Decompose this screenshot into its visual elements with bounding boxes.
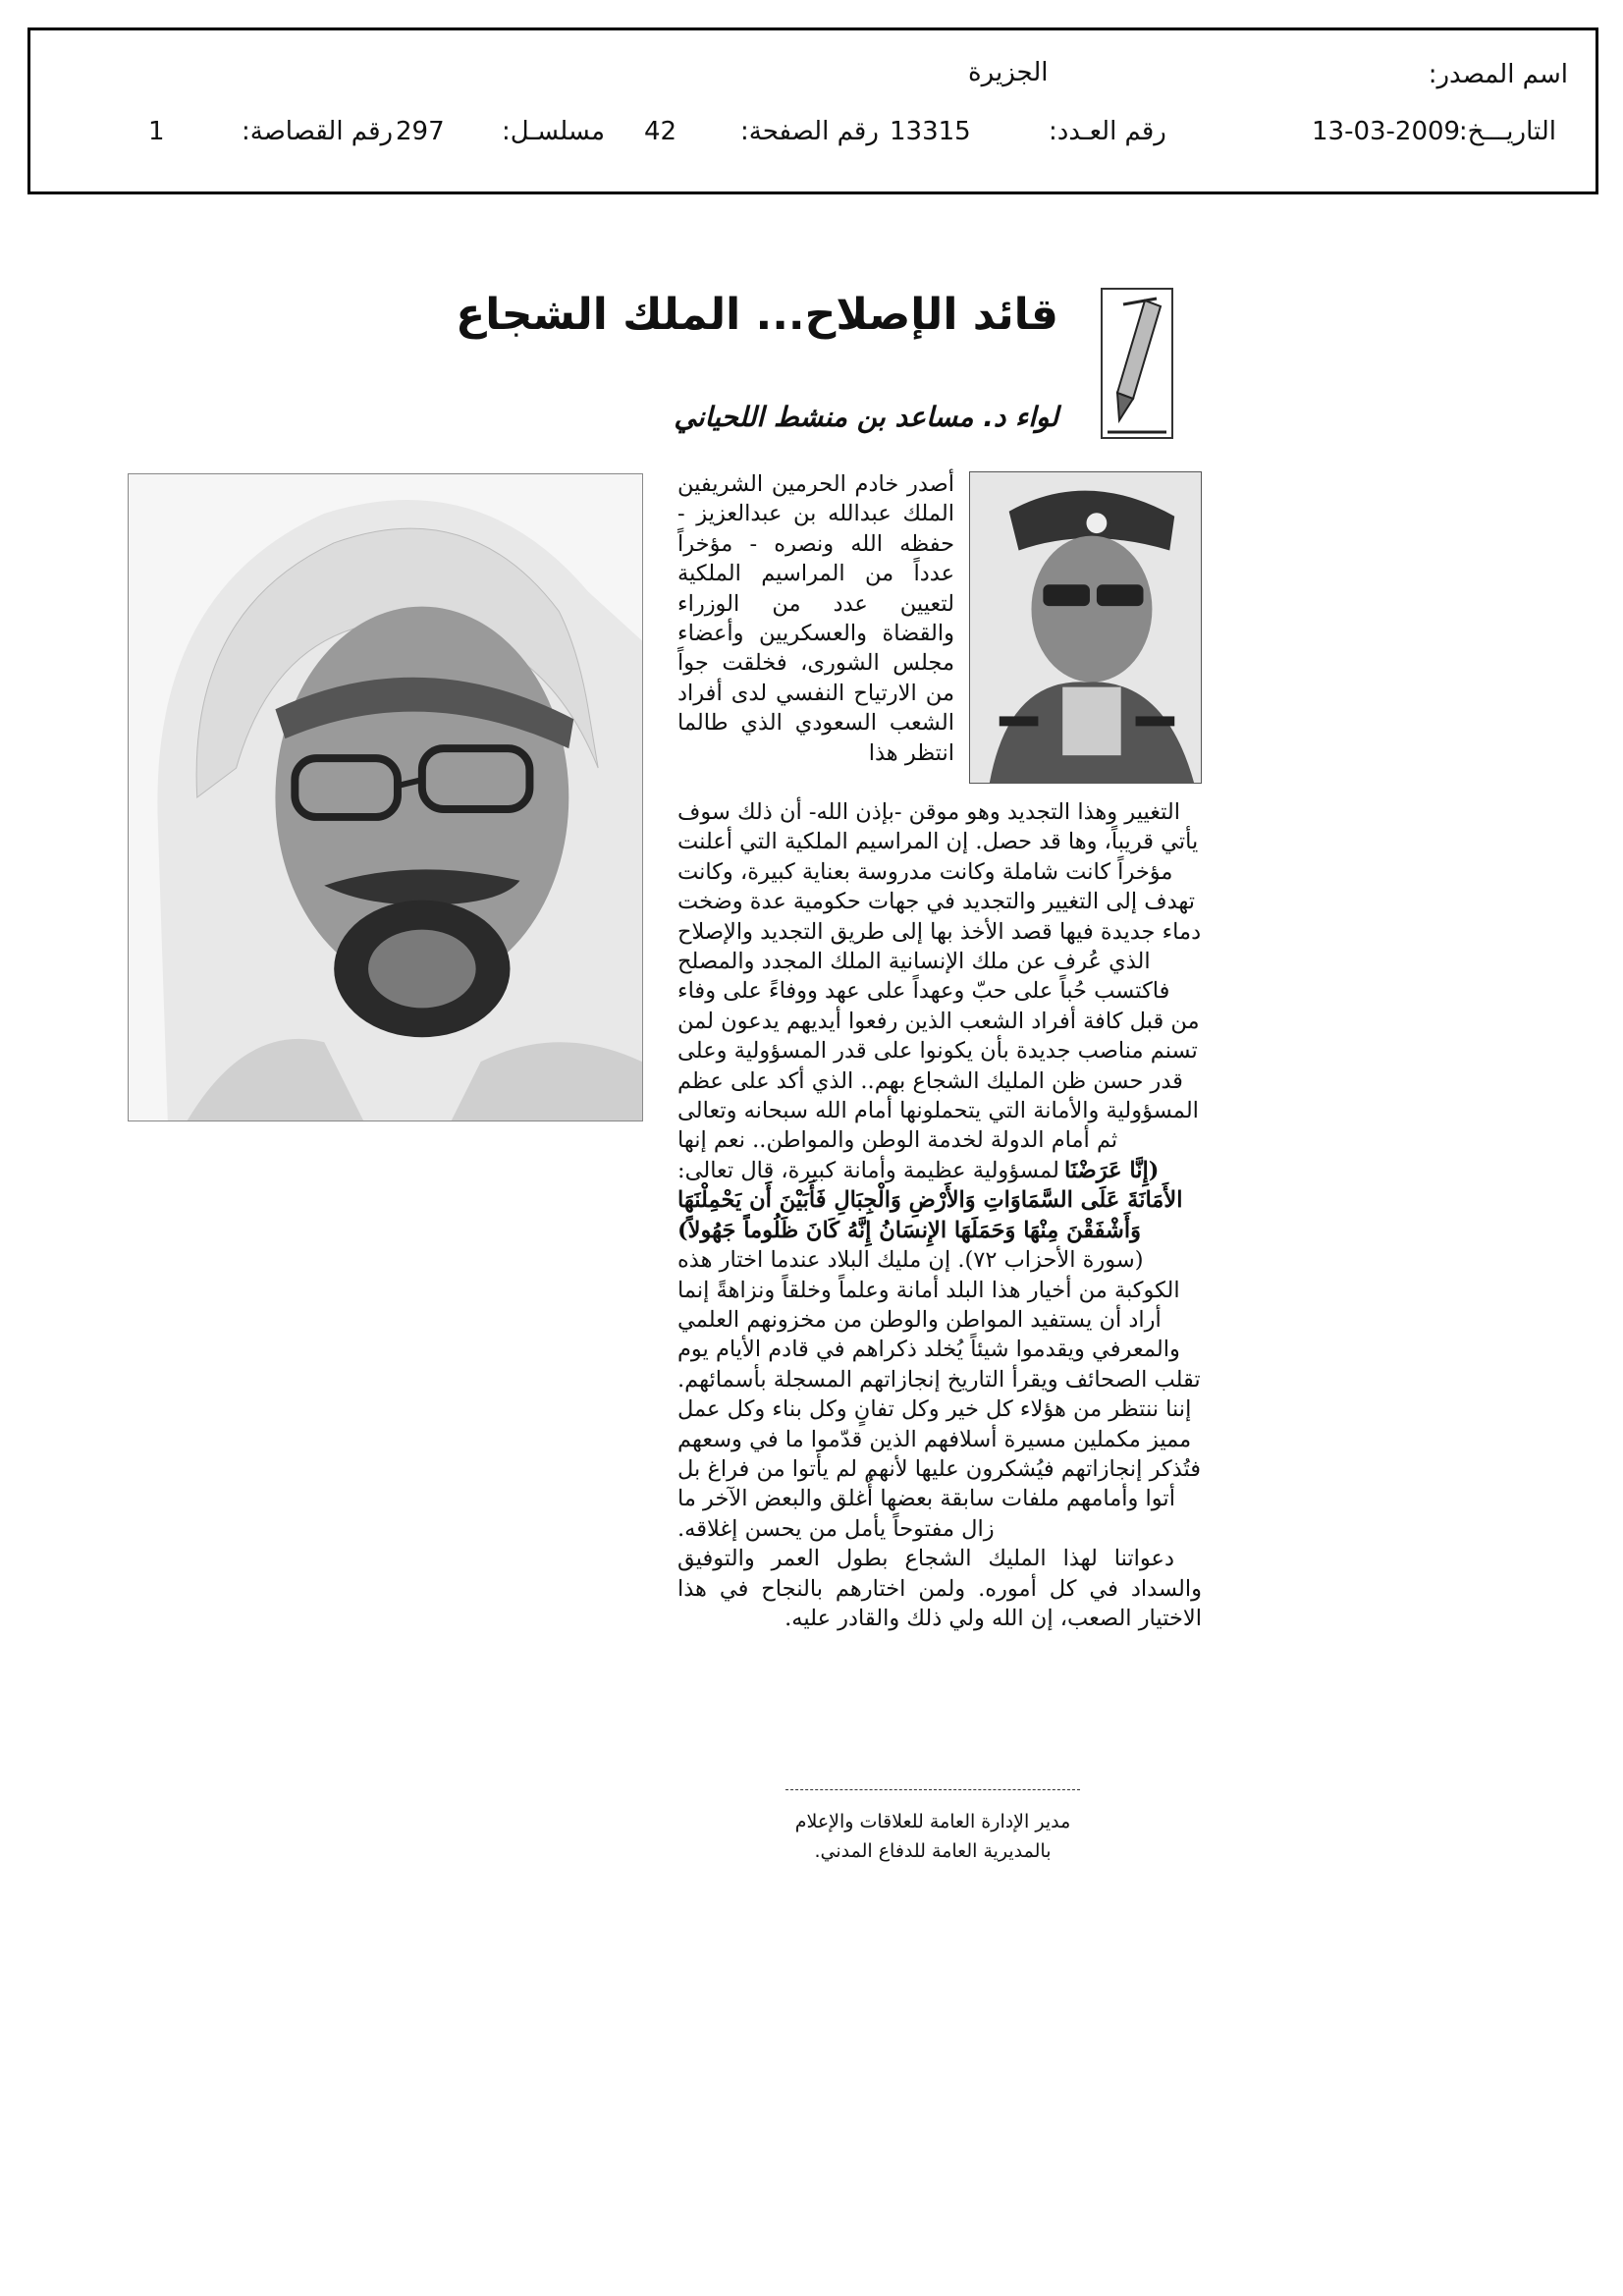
article-paragraph-intro: أصدر خادم الحرمين الشريفين الملك عبدالله بن عبدالعزيز - حفظه الله ونصره - مؤخراً عدداً من المراسيم الملكية لتعيين عدد من الوزراء والقضاة والعسكريين وأعضاء مجلس الشورى، فخلقت جواً من الارتياح النفسي لدى أفراد الشعب السعودي الذي طالما انتظر هذا [677,471,954,766]
issue-value: 13315 [890,117,971,146]
clip-label: رقم القصاصة: [242,117,394,146]
article-body [677,797,1202,1633]
serial-value: 297 [396,117,445,146]
quran-verse: (إِنَّا عَرَضْنَا الأَمَانَةَ عَلَى السَّمَاوَاتِ وَالأَرْضِ وَالْجِبَالِ فَأَبَيْنَ أَن يَحْمِلْنَهَا وَأَشْفَقْنَ مِنْهَا وَحَمَلَهَا الإِنسَانُ إِنَّهُ كَانَ ظَلُوماً جَهُولاً) [677,1157,1183,1243]
date-value: 13-03-2009 [1312,117,1461,146]
article-author: لواء د. مساعد بن منشط اللحياني [674,401,1058,433]
source-value: الجزيرة [968,58,1049,87]
author-photo [969,471,1202,784]
affiliation-line-1: مدير الإدارة العامة للعلاقات والإعلام [794,1811,1071,1832]
page-value: 42 [644,117,677,146]
article-paragraph-continued: (سورة الأحزاب ٧٢). إن مليك البلاد عندما اختار هذه الكوكبة من أخيار هذا البلد أمانة وعلماً وخلقاً ونزاهةً إنما أراد أن يستفيد المواطن والوطن من مخزونهم العلمي والمعرفي ويقدموا شيئاً يُخلد ذكراهم في قادم الأيام يوم تقلب الصحائف ويقرأ التاريخ إنجازاتهم المسجلة بأسمائهم. إننا ننتظر من هؤلاء كل خير وكل تفانٍ وكل بناء وكل عمل مميز مكملين مسيرة أسلافهم الذين قدّموا ما في وسعهم فتُذكر إنجازاتهم فيُشكرون عليها لأنهم لم يأتوا من فراغ بل أتوا وأمامهم ملفات سابقة بعضها أُغلق والبعض الآخر ما زال مفتوحاً يأمل من يحسن إغلاقه. [677,1247,1202,1542]
author-affiliation [766,1807,1100,1866]
page-label: رقم الصفحة: [740,117,879,146]
pen-icon [1098,285,1176,442]
article-paragraph-closing: دعواتنا لهذا المليك الشجاع بطول العمر والتوفيق والسداد في كل أموره. ولمن اختارهم بالنجاح في هذا الاختيار الصعب، إن الله ولي ذلك والقادر عليه. [677,1546,1202,1631]
clipping-header [27,27,1598,194]
date-label: التاريـــخ: [1458,117,1556,146]
signature-divider [785,1789,1080,1790]
article-paragraph-main: التغيير وهذا التجديد وهو موقن -بإذن الله- أن ذلك سوف يأتي قريباً، وها قد حصل. إن المراسيم الملكية التي أعلنت مؤخراً كانت شاملة وكانت مدروسة بعناية كبيرة، وكانت تهدف إلى التغيير والتجديد في جهات حكومية عدة وضخت دماء جديدة فيها قصد الأخذ بها إلى طريق التجديد والإصلاح الذي عُرف عن ملك الإنسانية الملك المجدد والمصلح فاكتسب حُباً على حبّ وعهداً على عهد ووفاءً على وفاء من قبل كافة أفراد الشعب الذين رفعوا أيديهم يدعون لمن تسنم مناصب جديدة بأن يكونوا على قدر المسؤولية وعلى قدر حسن ظن المليك الشجاع بهم.. الذي أكد على عظم المسؤولية والأمانة التي يتحملونها أمام الله سبحانه وتعالى ثم أمام الدولة لخدمة الوطن والمواطن.. نعم إنها لمسؤولية عظيمة وأمانة كبيرة، قال تعالى: [677,799,1202,1183]
affiliation-line-2: بالمديرية العامة للدفاع المدني. [814,1840,1052,1862]
king-portrait-photo [128,473,643,1121]
serial-label: مسلسـل: [502,117,605,146]
source-label: اسم المصدر: [1428,60,1568,89]
clip-value: 1 [148,117,165,146]
article-title: قائد الإصلاح... الملك الشجاع [456,290,1058,340]
issue-label: رقم العـدد: [1049,117,1166,146]
